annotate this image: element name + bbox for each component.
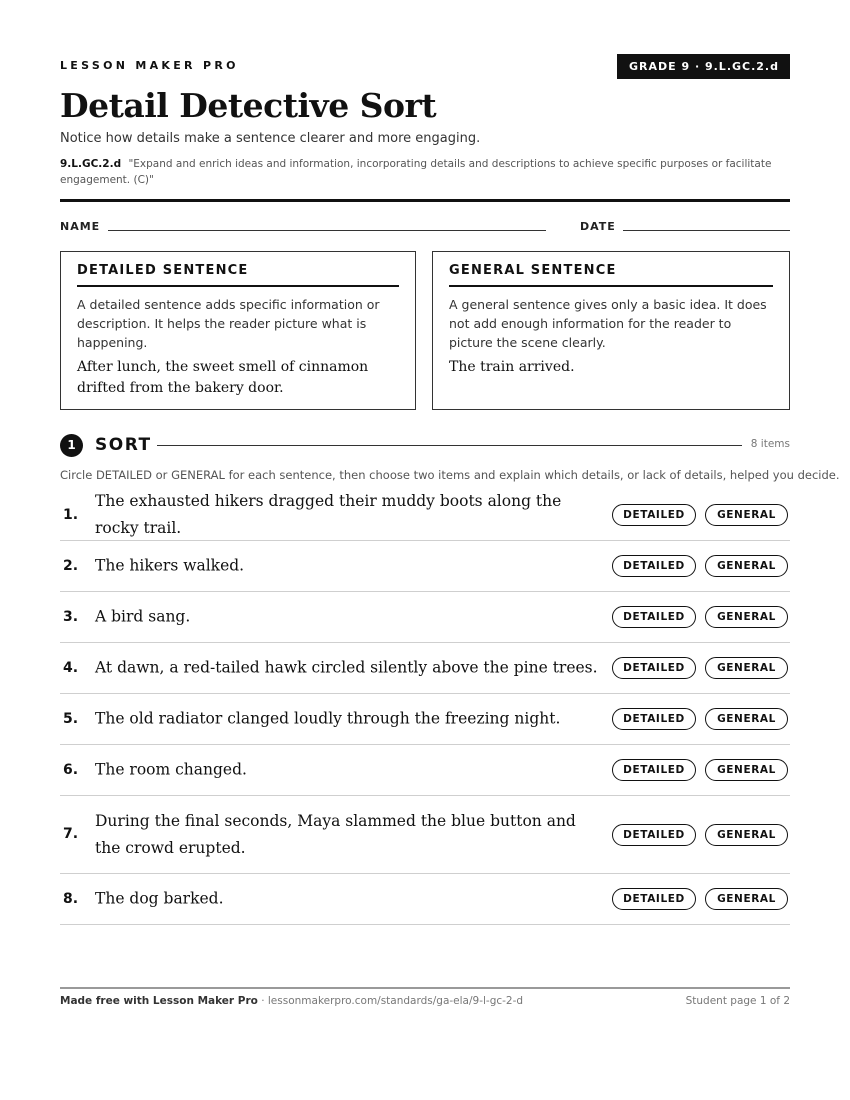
item-number: 6. [63, 762, 79, 778]
header-divider [60, 199, 790, 202]
general-option-button[interactable]: GENERAL [705, 504, 788, 526]
sort-items-list [60, 490, 790, 925]
section-title: SORT [95, 435, 152, 455]
item-count: 8 items [750, 438, 790, 450]
detailed-option-button[interactable]: DETAILED [612, 504, 696, 526]
standard-text: "Expand and enrich ideas and information, incorporating details and descriptions to achieve specific purposes or facilitate engagement. (C)" [60, 158, 772, 186]
general-definition-description: A general sentence gives only a basic idea. It does not add enough information for the reader to picture the scene clearly. [449, 297, 767, 350]
detailed-option-button[interactable]: DETAILED [612, 606, 696, 628]
general-option-button[interactable]: GENERAL [705, 888, 788, 910]
item-number: 2. [63, 558, 79, 574]
name-label: NAME [60, 220, 101, 233]
item-number: 3. [63, 609, 79, 625]
footer-credit [60, 995, 523, 1007]
item-sentence: A bird sang. [95, 607, 191, 626]
detailed-option-button[interactable]: DETAILED [612, 708, 696, 730]
detailed-definition-example: After lunch, the sweet smell of cinnamon drifted from the bakery door. [77, 359, 369, 396]
item-number: 4. [63, 660, 79, 676]
date-field[interactable] [623, 230, 790, 231]
general-option-button[interactable]: GENERAL [705, 708, 788, 730]
general-option-button[interactable]: GENERAL [705, 759, 788, 781]
footer-divider [60, 987, 790, 989]
item-sentence: The exhausted hikers dragged their muddy boots along the rocky trail. [95, 492, 562, 537]
sort-instructions: Circle DETAILED or GENERAL for each sentence, then choose two items and explain which details, or lack of details, helped you decide. [60, 468, 840, 482]
general-option-button[interactable]: GENERAL [705, 657, 788, 679]
item-number: 7. [63, 826, 79, 842]
item-sentence: During the final seconds, Maya slammed the blue button and the crowd erupted. [95, 811, 576, 857]
item-sentence: At dawn, a red-tailed hawk circled silently above the pine trees. [95, 658, 598, 677]
list-item [60, 694, 790, 745]
general-definition-card [432, 251, 790, 410]
list-item [60, 796, 790, 874]
standard-code: 9.L.GC.2.d [60, 158, 122, 170]
section-divider [157, 445, 742, 446]
item-number: 5. [63, 711, 79, 727]
general-definition-example: The train arrived. [449, 359, 575, 375]
page-title: Detail Detective Sort [60, 86, 437, 125]
detailed-definition-heading: DETAILED SENTENCE [77, 263, 399, 287]
name-field[interactable] [108, 230, 546, 231]
list-item [60, 592, 790, 643]
item-sentence: The hikers walked. [95, 556, 245, 575]
list-item [60, 643, 790, 694]
brand-row [60, 54, 790, 80]
list-item [60, 874, 790, 925]
footer-url[interactable]: · lessonmakerpro.com/standards/ga-ela/9-l-gc-2-d [261, 995, 524, 1007]
brand-name: LESSON MAKER PRO [60, 59, 239, 72]
item-sentence: The room changed. [95, 760, 247, 779]
detailed-option-button[interactable]: DETAILED [612, 824, 696, 846]
detailed-option-button[interactable]: DETAILED [612, 759, 696, 781]
page-subtitle: Notice how details make a sentence clearer and more engaging. [60, 131, 481, 146]
standard-statement [60, 156, 790, 188]
list-item [60, 490, 790, 541]
name-date-row [60, 220, 790, 234]
detailed-definition-card [60, 251, 416, 410]
date-label: DATE [580, 220, 616, 233]
general-option-button[interactable]: GENERAL [705, 555, 788, 577]
item-sentence: The old radiator clanged loudly through the freezing night. [95, 709, 561, 728]
footer-page-number: Student page 1 of 2 [685, 995, 790, 1007]
footer-made-with: Made free with Lesson Maker Pro [60, 995, 258, 1007]
detailed-option-button[interactable]: DETAILED [612, 555, 696, 577]
sort-section-header [60, 434, 790, 458]
general-option-button[interactable]: GENERAL [705, 606, 788, 628]
general-definition-heading: GENERAL SENTENCE [449, 263, 773, 287]
item-sentence: The dog barked. [95, 889, 224, 908]
detailed-option-button[interactable]: DETAILED [612, 888, 696, 910]
item-number: 8. [63, 891, 79, 907]
detailed-option-button[interactable]: DETAILED [612, 657, 696, 679]
item-number: 1. [63, 507, 79, 523]
list-item [60, 745, 790, 796]
section-number-badge: 1 [60, 434, 83, 457]
general-option-button[interactable]: GENERAL [705, 824, 788, 846]
grade-badge: GRADE 9 · 9.L.GC.2.d [617, 54, 790, 79]
worksheet-page [60, 0, 840, 1100]
list-item [60, 541, 790, 592]
detailed-definition-description: A detailed sentence adds specific information or description. It helps the reader picture what is happening. [77, 297, 380, 350]
